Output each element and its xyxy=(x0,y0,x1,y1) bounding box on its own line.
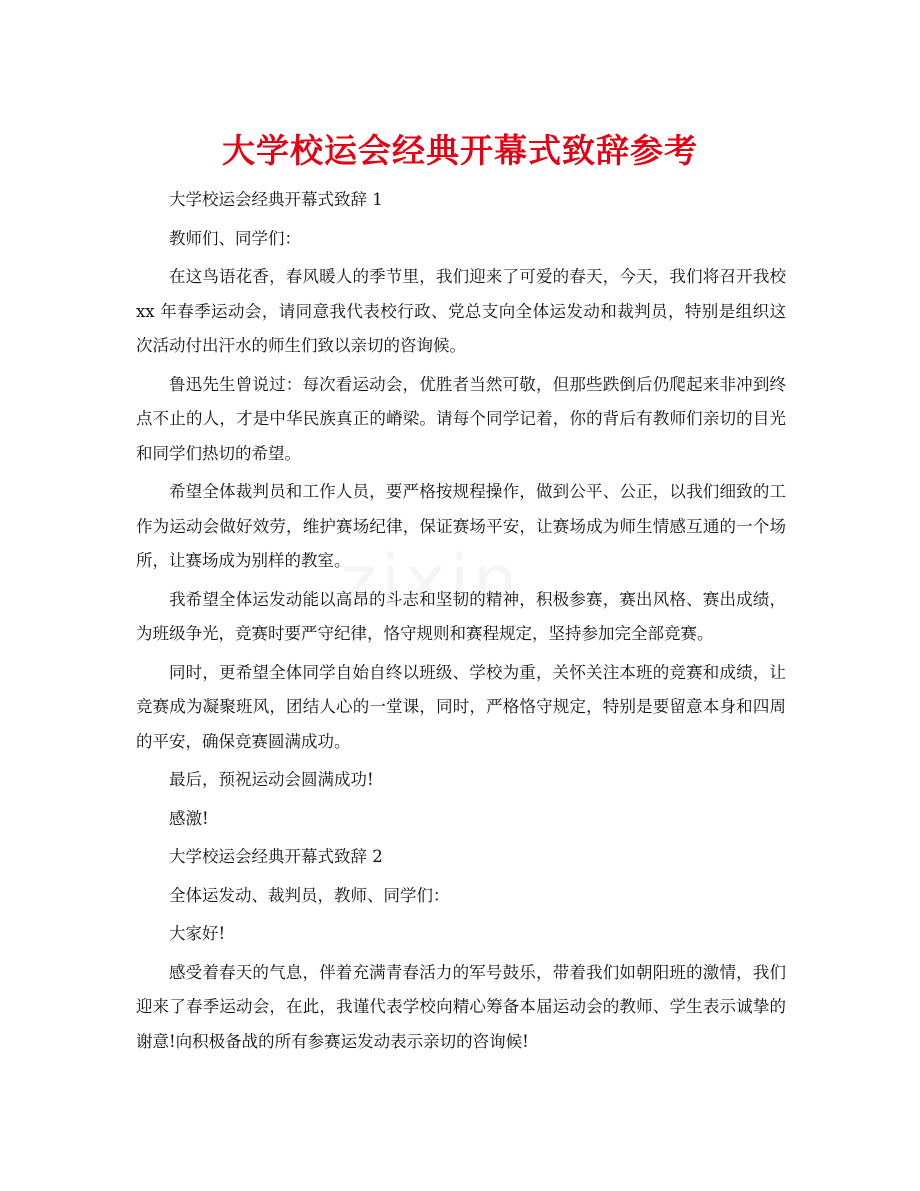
paragraph: 在这鸟语花香，春风暖人的季节里，我们迎来了可爱的春天，今天，我们将召开我校 xx 年春季运动会，请同意我代表校行政、党总支向全体运发动和裁判员，特别是组织这次活动付出汗水的师生们致以亲切的咨询候。 xyxy=(136,267,786,355)
section-heading-2: 大学校运会经典开幕式致辞 2 xyxy=(169,847,383,866)
salutation-1: 教师们、同学们： xyxy=(169,228,301,248)
section-heading-1: 大学校运会经典开幕式致辞 1 xyxy=(169,190,383,209)
paragraph: 我希望全体运发动能以高昂的斗志和坚韧的精神，积极参赛，赛出风格、赛出成绩，为班级争光，竞赛时要严守纪律，恪守规则和赛程规定，坚持参加完全部竞赛。 xyxy=(136,589,786,643)
document-title: 大学校运会经典开幕式致辞参考 xyxy=(222,131,698,170)
paragraph: 希望全体裁判员和工作人员，要严格按规程操作，做到公平、公正，以我们细致的工作为运动会做好效劳，维护赛场纪律，保证赛场平安，让赛场成为师生情感互通的一个场所，让赛场成为别样的教室。 xyxy=(136,482,786,570)
document-body xyxy=(136,183,786,1063)
paragraph: 同时，更希望全体同学自始自终以班级、学校为重，关怀关注本班的竞赛和成绩，让竞赛成为凝聚班风，团结人心的一堂课，同时，严格恪守规定，特别是要留意本身和四周的平安，确保竞赛圆满成功。 xyxy=(136,662,786,751)
greeting: 大家好! xyxy=(169,924,226,943)
salutation-2: 全体运发动、裁判员，教师、同学们： xyxy=(169,885,450,905)
paragraph: 鲁迅先生曾说过：每次看运动会，优胜者当然可敬，但那些跌倒后仍爬起来非冲到终点不止的人，才是中华民族真正的嵴梁。请每个同学记着，你的背后有教师们亲切的目光和同学们热切的希望。 xyxy=(136,374,786,463)
paragraph: 感受着春天的气息，伴着充满青春活力的军号鼓乐，带着我们如朝阳班的激情，我们迎来了春季运动会，在此，我谨代表学校向精心筹备本届运动会的教师、学生表示诚挚的谢意!向积极备战的所有参赛运发动表示亲切的咨询候! xyxy=(136,962,786,1051)
paragraph: 最后，预祝运动会圆满成功! xyxy=(169,770,374,789)
paragraph: 感激! xyxy=(169,808,209,828)
